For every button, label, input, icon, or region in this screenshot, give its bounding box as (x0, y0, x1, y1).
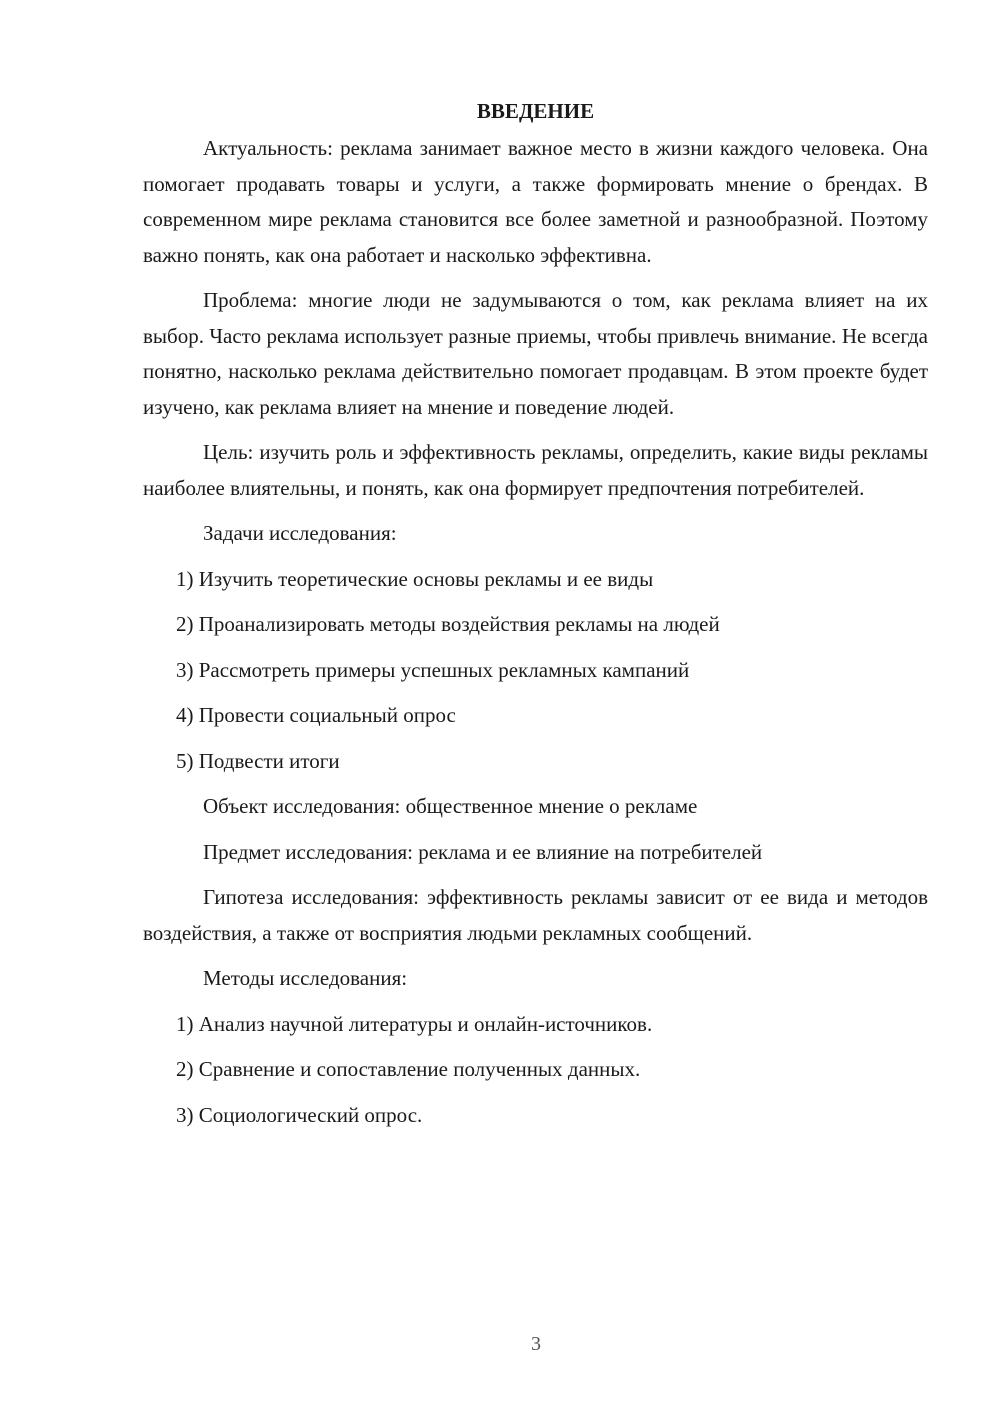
research-object: Объект исследования: общественное мнение о рекламе (203, 794, 698, 818)
method-item-1: 1) Анализ научной литературы и онлайн-источников. (176, 1011, 653, 1036)
task-item-2: 2) Проанализировать методы воздействия рекламы на людей (176, 612, 720, 636)
methods-heading: Методы исследования: (203, 966, 408, 990)
page-content (143, 94, 928, 1143)
paragraph-hypothesis: Гипотеза исследования: эффективность рекламы зависит от ее вида и методов воздействия, а также от восприятия людьми рекламных сообщений. (143, 885, 928, 945)
research-subject: Предмет исследования: реклама и ее влияние на потребителей (203, 839, 763, 864)
paragraph-problem: Проблема: многие люди не задумываются о том, как реклама влияет на их выбор. Часто реклама использует разные приемы, чтобы привлечь внимание. Не всегда понятно, насколько реклама действительно помогает продавцам. В этом проекте будет изучено, как реклама влияет на мнение и поведение людей. (143, 288, 928, 419)
paragraph-goal: Цель: изучить роль и эффективность рекламы, определить, какие виды рекламы наиболее влиятельны, и понять, как она формирует предпочтения потребителей. (143, 440, 928, 500)
task-item-3: 3) Рассмотреть примеры успешных рекламных кампаний (176, 657, 690, 682)
method-item-3: 3) Социологический опрос. (176, 1102, 423, 1127)
page-number: 3 (531, 1333, 541, 1355)
page-title: ВВЕДЕНИЕ (476, 99, 595, 123)
task-item-5: 5) Подвести итоги (176, 748, 340, 773)
paragraph-relevance: Актуальность: реклама занимает важное место в жизни каждого человека. Она помогает продавать товары и услуги, а также формировать мнение о брендах. В современном мире реклама становится все более заметной и разнообразной. Поэтому важно понять, как она работает и насколько эффективна. (143, 136, 928, 267)
task-item-1: 1) Изучить теоретические основы рекламы и ее виды (176, 566, 654, 591)
tasks-heading: Задачи исследования: (203, 521, 397, 545)
method-item-2: 2) Сравнение и сопоставление полученных данных. (176, 1057, 641, 1081)
task-item-4: 4) Провести социальный опрос (176, 703, 456, 727)
